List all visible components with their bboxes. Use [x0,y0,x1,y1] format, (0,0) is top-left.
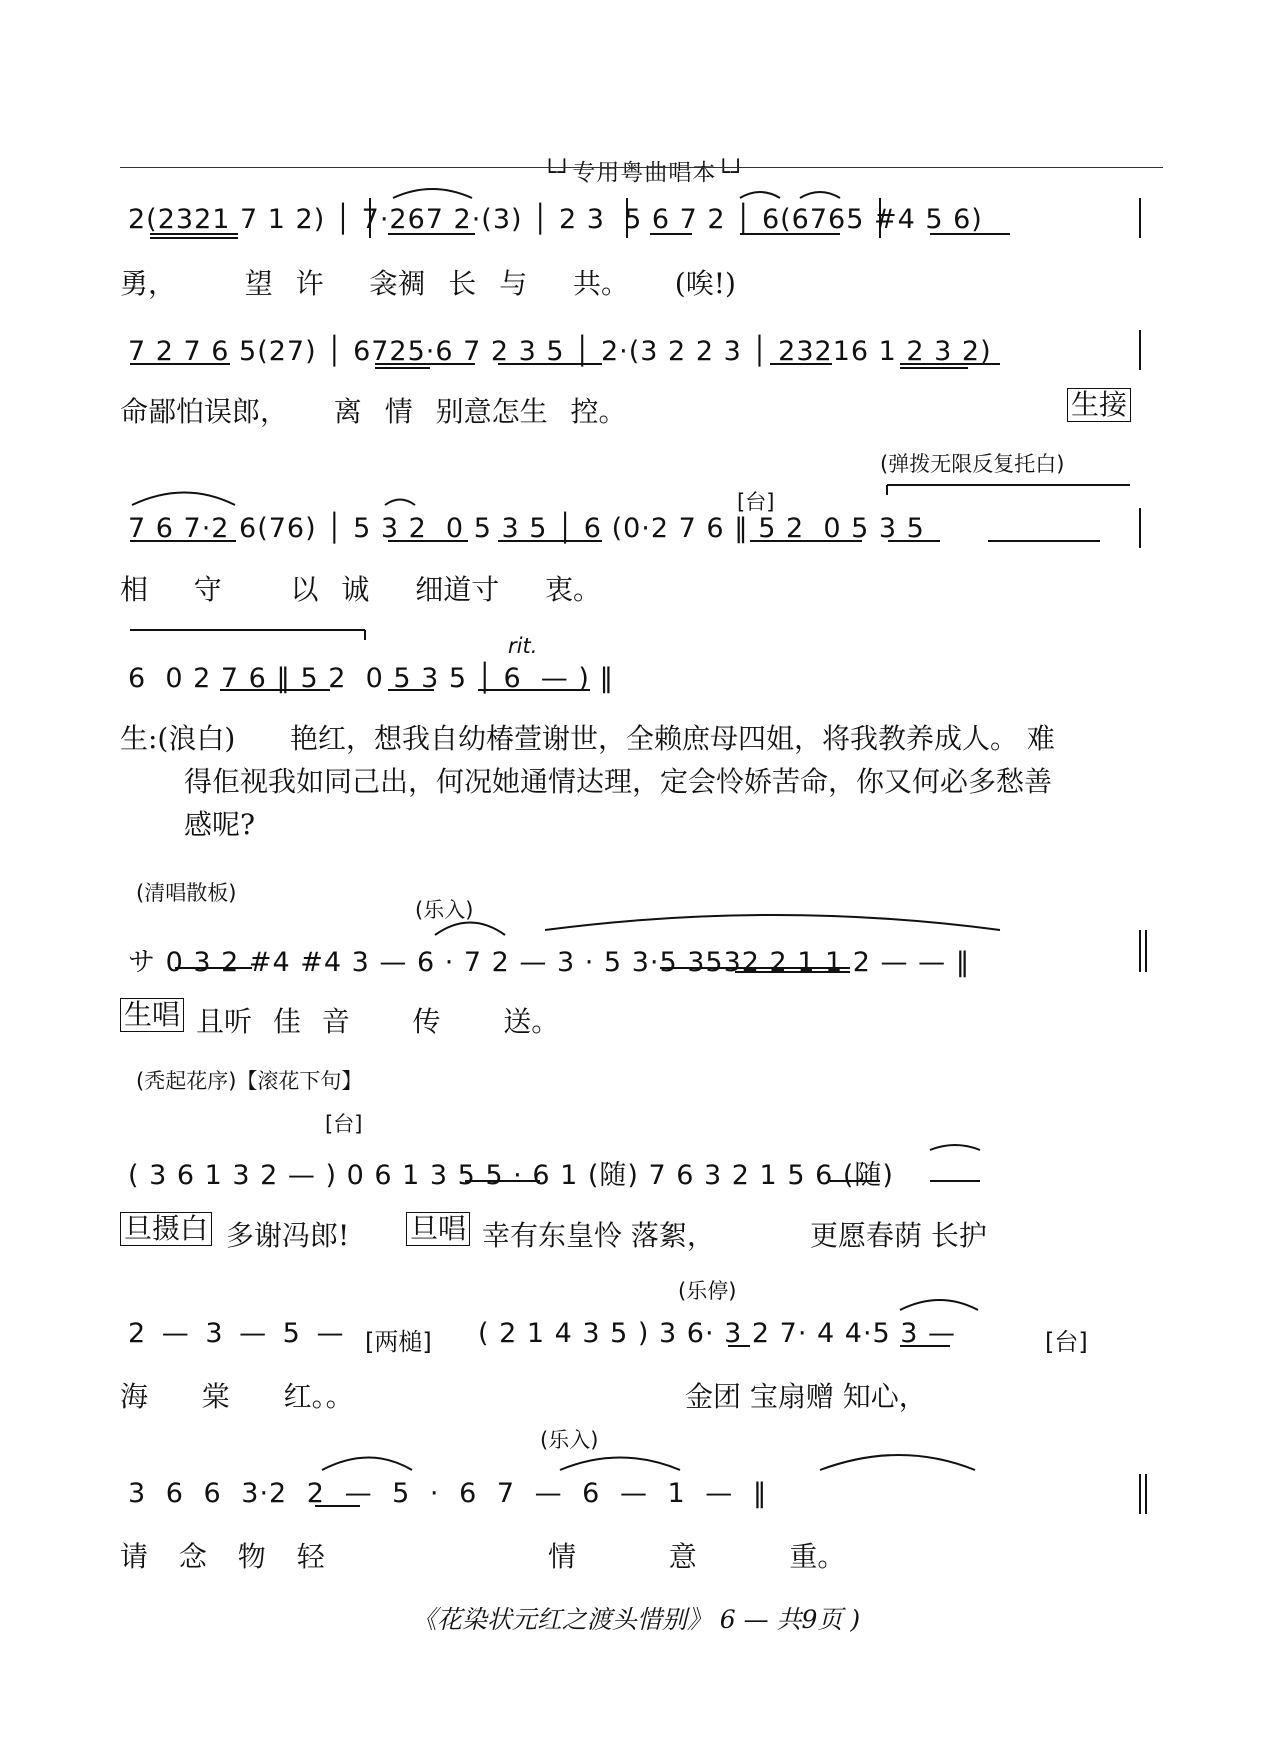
slur [930,1145,980,1150]
page-footer: 《花染状元红之渡头惜别》 6 — 共9页 ) [411,1605,861,1634]
system-1-notation: 2(2321 7 1 2) │ 7·267 2·(3) │ 2 3 5 6 7 2 │ 6(6765 #4 5 6) [128,204,983,235]
system-3-lyrics: 相 守 以 诚 细道寸 衷。 [120,573,602,606]
label-two-strokes: [两槌] [365,1328,432,1356]
header-title: 专用粤曲唱本 [572,160,717,186]
music-in-1: (乐入) [415,898,474,922]
section-3-lyrics-2: 更愿春荫 长护 [810,1219,987,1252]
tempo-qingchang: (清唱散板) [136,881,237,905]
slur [545,915,1000,930]
section-4-notation-a: 2 — 3 — 5 — [128,1318,345,1349]
system-3-notation: 7 6 7·2 6(76) │ 5 3 2 0 5 3 5 │ 6 (0·2 7 6 ‖ 5 2 0 5 3 5 [128,513,925,544]
spoken-speaker: 生:(浪白) [120,722,236,755]
slur [900,1300,978,1310]
system-4-notation: 6 0 2 7 6 ‖ 5 2 0 5 3 5 │ 6 — ) ‖ [128,663,614,694]
slur [385,500,415,506]
tai-marker-3: [台] [1045,1328,1088,1356]
section-5-lyrics-a: 请 念 物 轻 [120,1540,325,1573]
system-2-lyrics: 命鄙怕误郎， 离 情 别意怎生 控。 [120,395,627,428]
section-4-lyrics-b: 金团 宝扇赠 知心， [685,1380,927,1413]
section-4-notation-b: ( 2 1 4 3 5 ) 3 6· 3 2 7· 4 4·5 3 — [478,1318,957,1349]
header-bracket-left: └┘ [542,160,573,186]
section-2-notation: サ 0 3 2 #4 #4 3 — 6 · 7 2 — 3 · 5 3·5 3532 2 1 1 2 — — ‖ [128,947,971,978]
annotation-plucked-repeat: (弹拨无限反复托白) [880,452,1065,476]
slur [560,1458,680,1471]
spoken-line-1: 艳红，想我自幼椿萱谢世，全赖庶母四姐，将我教养成人。 难 [290,722,1055,755]
section-3-notation: ( 3 6 1 3 2 — ) 0 6 1 3 5 5 · 6 1 (随) 7 6 3 2 1 5 6 (随) [128,1160,894,1191]
slur [800,192,840,198]
slur [740,192,780,198]
cue-dan-she-bai: 旦摄白 [120,1212,212,1246]
ritardando-mark: rit. [508,634,538,658]
slur [435,923,505,936]
music-stop: (乐停) [678,1279,737,1303]
tai-marker: [台] [737,490,775,514]
music-in-2: (乐入) [540,1428,599,1452]
section-3-lyrics-1: 幸有东皇怜 落絮， [482,1219,715,1252]
tai-marker-2: [台] [325,1112,363,1136]
cue-dan-chang: 旦唱 [406,1212,470,1246]
cue-sheng-jie: 生接 [1067,388,1131,422]
system-2-notation: 7 2 7 6 5(27) │ 6725·6 7 2 3 5 │ 2·(3 2 2 3 │ 23216 1 2 3 2) [128,336,992,367]
section-4-lyrics-a: 海 棠 红。。 [120,1380,354,1413]
slur [322,1458,412,1471]
header-bracket-right: └┘ [716,160,747,186]
section-5-notation: 3 6 6 3·2 2 — 5 · 6 7 — 6 — 1 — ‖ [128,1478,768,1509]
section-2-lyrics: 且听 佳 音 传 送。 [196,1005,560,1038]
section-5-lyrics-b: 情 意 重。 [548,1540,846,1573]
cue-sheng-chang: 生唱 [120,998,184,1032]
system-1-lyrics: 勇， 望 许 衾裯 长 与 共。 (唉!) [120,267,736,300]
spoken-thanks: 多谢冯郎! [226,1219,350,1252]
tempo-gunhua: (秃起花序)【滚花下句】 [136,1069,363,1093]
slur [820,1455,975,1470]
slur [393,189,472,198]
spoken-line-3: 感呢? [184,808,256,841]
spoken-line-2: 得佢视我如同己出，何况她通情达理，定会怜娇苦命，你又何必多愁善 [184,765,1053,798]
slur [132,493,235,506]
